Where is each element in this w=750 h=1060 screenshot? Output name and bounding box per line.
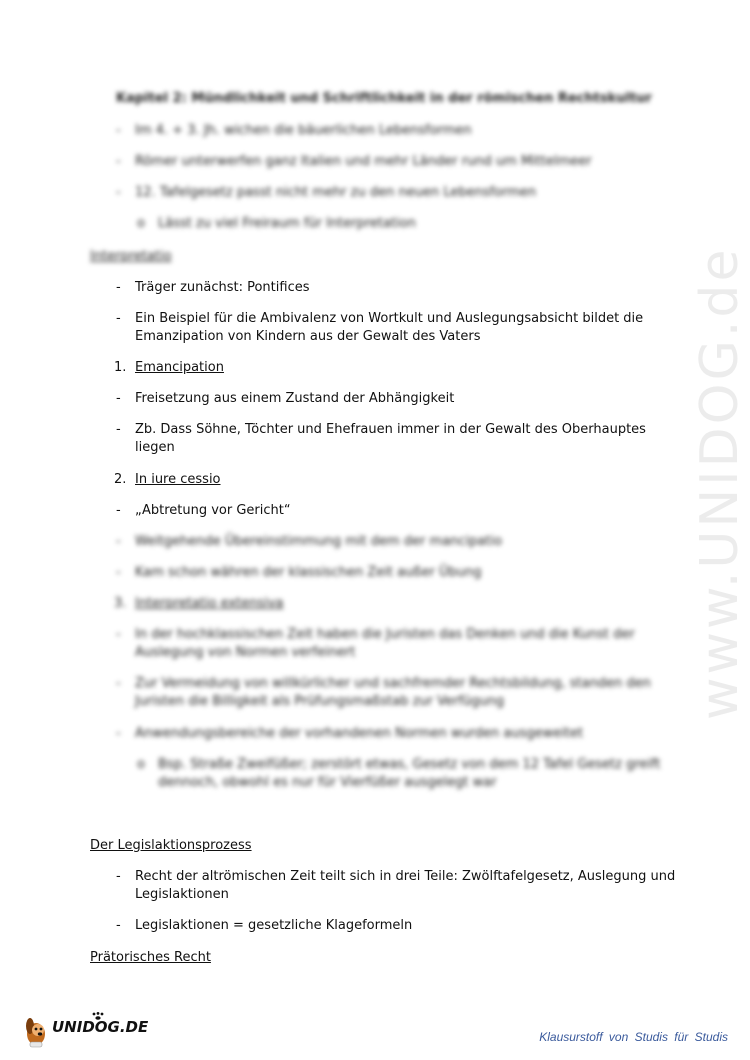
logo-text: UNIDOG.DE (52, 1018, 149, 1036)
ext-subitem-cont: dennoch, obwohl es nur für Vierfüßer ausgelegt war (158, 775, 497, 790)
ext-item-3: Anwendungsbereiche der vorhandenen Normen wurden ausgeweitet (135, 726, 584, 741)
sub-bullet-marker: o (137, 216, 145, 231)
dash-marker: - (116, 918, 121, 933)
emanc-item-1: Freisetzung aus einem Zustand der Abhängigkeit (135, 391, 455, 406)
interp-item-2-cont: Emanzipation von Kindern aus der Gewalt des Vaters (135, 329, 481, 344)
legis-item-1: Recht der altrömischen Zeit teilt sich in drei Teile: Zwölftafelgesetz, Auslegung und (135, 869, 676, 884)
legis-item-1-cont: Legislaktionen (135, 887, 229, 902)
list-number-2: 2. (114, 472, 127, 487)
list-number-1: 1. (114, 360, 127, 375)
intro-subitem: Lässt zu viel Freiraum für Interpretation (158, 216, 416, 231)
dash-marker: - (116, 185, 121, 200)
intro-item-3: 12. Tafelgesetz passt nicht mehr zu den neuen Lebensformen (135, 185, 537, 200)
dash-marker: - (116, 154, 121, 169)
subsection-interpretatio-extensiva: Interpretatio extensiva (135, 596, 284, 611)
intro-item-1: Im 4. + 3. Jh. wichen die bäuerlichen Lebensformen (135, 123, 472, 138)
subsection-emancipation: Emancipation (135, 360, 224, 375)
dash-marker: - (116, 311, 121, 326)
subsection-in-iure-cessio: In iure cessio (135, 472, 221, 487)
dash-marker: - (116, 391, 121, 406)
section-title-praetorisches-recht: Prätorisches Recht (90, 950, 211, 965)
cessio-item-3: Kam schon währen der klassischen Zeit außer Übung (135, 565, 482, 580)
ext-item-2: Zur Vermeidung von willkürlicher und sachfremder Rechtsbildung, standen den (135, 676, 651, 691)
dash-marker: - (116, 503, 121, 518)
ext-item-1: In der hochklassischen Zeit haben die Juristen das Denken und die Kunst der (135, 627, 635, 642)
intro-item-2: Römer unterwerfen ganz Italien und mehr Länder rund um Mittelmeer (135, 154, 592, 169)
cessio-item-1: „Abtretung vor Gericht“ (135, 503, 291, 518)
sub-bullet-marker: o (137, 757, 145, 772)
section-title-legislaktionsprozess: Der Legislaktionsprozess (90, 838, 252, 853)
dash-marker: - (116, 869, 121, 884)
dash-marker: - (116, 627, 121, 642)
dash-marker: - (116, 534, 121, 549)
footer-tagline: Klausurstoff von Studis für Studis (539, 1030, 728, 1044)
chapter-heading: Kapitel 2: Mündlichkeit und Schriftlichkeit in der römischen Rechtskultur (116, 91, 652, 106)
legis-item-2: Legislaktionen = gesetzliche Klageformeln (135, 918, 413, 933)
interp-item-1: Träger zunächst: Pontifices (135, 280, 310, 295)
dash-marker: - (116, 123, 121, 138)
section-title-interpretatio: Interpretatio (90, 249, 172, 264)
emanc-item-2: Zb. Dass Söhne, Töchter und Ehefrauen immer in der Gewalt des Oberhauptes (135, 422, 646, 437)
watermark: www.UNIDOG.de (690, 246, 750, 720)
dash-marker: - (116, 422, 121, 437)
emanc-item-2-cont: liegen (135, 440, 175, 455)
dog-icon (22, 1012, 52, 1048)
unidog-logo[interactable] (22, 1012, 162, 1048)
dash-marker: - (116, 676, 121, 691)
ext-item-2-cont: Juristen die Billigkeit als Prüfungsmaßstab zur Verfügung (135, 694, 505, 709)
list-number-3: 3. (114, 596, 127, 611)
dash-marker: - (116, 565, 121, 580)
ext-item-1-cont: Auslegung von Normen verfeinert (135, 645, 356, 660)
cessio-item-2: Weitgehende Übereinstimmung mit dem der mancipatio (135, 534, 503, 549)
interp-item-2: Ein Beispiel für die Ambivalenz von Wortkult und Auslegungsabsicht bildet die (135, 311, 644, 326)
dash-marker: - (116, 280, 121, 295)
ext-subitem: Bsp. Straße Zweifüßer; zerstört etwas, Gesetz von dem 12 Tafel Gesetz greift (158, 757, 661, 772)
dash-marker: - (116, 726, 121, 741)
